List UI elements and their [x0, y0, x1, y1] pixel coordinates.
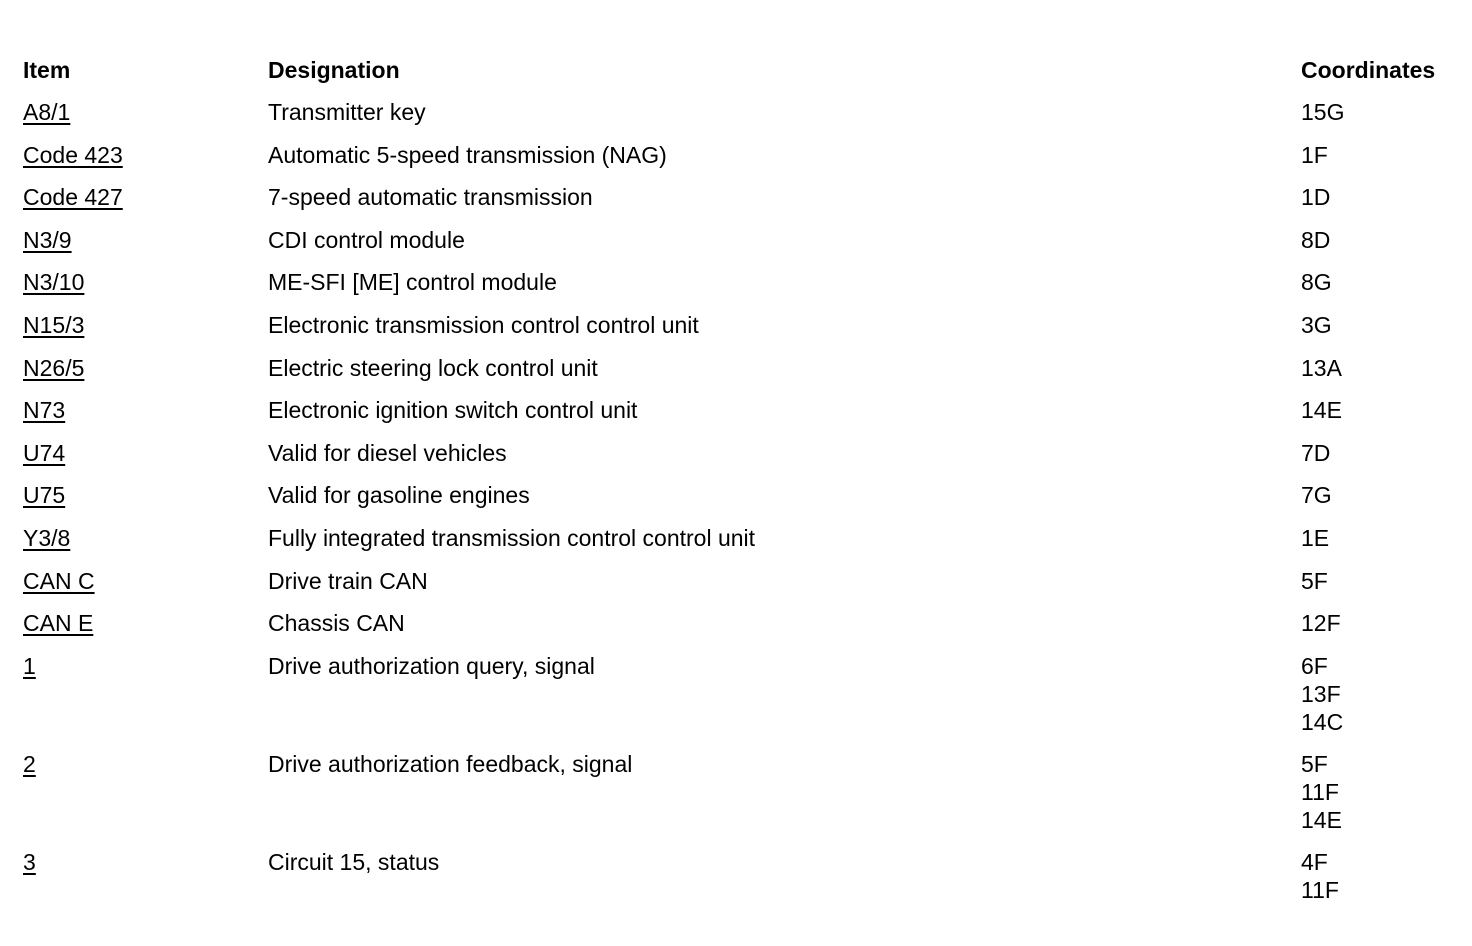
designation-cell: Drive train CAN — [268, 567, 428, 594]
item-link[interactable]: N3/10 — [23, 269, 85, 296]
item-link[interactable]: U74 — [23, 439, 66, 466]
designation-cell: Electronic transmission control control unit — [268, 311, 699, 338]
coordinate-value: 14C — [1301, 708, 1344, 735]
item-cell — [23, 354, 268, 382]
coordinates-cell — [1301, 396, 1463, 424]
designation-cell: Drive authorization feedback, signal — [268, 750, 633, 777]
item-cell — [23, 848, 268, 876]
item-cell — [23, 750, 268, 778]
coordinates-cell — [1301, 750, 1463, 834]
coordinates-cell — [1301, 567, 1463, 595]
designation-cell: CDI control module — [268, 226, 465, 253]
coordinate-value: 15G — [1301, 99, 1345, 125]
item-link[interactable]: U75 — [23, 482, 66, 509]
table-row — [23, 141, 1463, 184]
table-row — [23, 354, 1463, 397]
table-row — [23, 311, 1463, 354]
legend-table — [23, 56, 1463, 946]
table-header — [23, 56, 1463, 98]
designation-cell: Valid for gasoline engines — [268, 482, 530, 509]
designation-cell: Electric steering lock control unit — [268, 354, 598, 381]
item-link[interactable]: 1 — [23, 652, 36, 679]
table-row — [23, 609, 1463, 652]
coordinates-cell — [1301, 268, 1463, 296]
coordinate-value: 1D — [1301, 184, 1331, 211]
coordinates-cell — [1301, 311, 1463, 339]
item-cell — [23, 609, 268, 637]
table-row — [23, 183, 1463, 226]
coordinate-value: 12F — [1301, 610, 1341, 637]
coordinate-value: 3G — [1301, 311, 1332, 338]
item-cell — [23, 524, 268, 552]
coordinate-value: 1F — [1301, 141, 1328, 168]
coordinates-cell — [1301, 524, 1463, 552]
coordinate-value: 13A — [1301, 354, 1342, 381]
item-link[interactable]: Code 423 — [23, 141, 123, 168]
table-row — [23, 567, 1463, 610]
header-designation: Designation — [268, 57, 400, 83]
table-row — [23, 396, 1463, 439]
item-link[interactable]: 2 — [23, 750, 36, 777]
coordinate-value: 5F — [1301, 750, 1328, 777]
item-cell — [23, 268, 268, 296]
coordinate-value: 8D — [1301, 226, 1331, 253]
coordinate-value: 14E — [1301, 397, 1342, 424]
coordinate-value: 5F — [1301, 567, 1328, 594]
table-row — [23, 439, 1463, 482]
item-link[interactable]: Code 427 — [23, 184, 123, 211]
coordinate-value: 4F — [1301, 848, 1328, 875]
coordinates-cell — [1301, 141, 1463, 169]
designation-cell: Circuit 15, status — [268, 848, 440, 875]
item-link[interactable]: CAN E — [23, 610, 94, 637]
coordinates-cell — [1301, 183, 1463, 211]
coordinates-cell — [1301, 439, 1463, 467]
item-link[interactable]: A8/1 — [23, 99, 71, 125]
header-item: Item — [23, 57, 71, 83]
table-row — [23, 98, 1463, 141]
coordinates-cell — [1301, 226, 1463, 254]
coordinates-cell — [1301, 98, 1463, 126]
item-cell — [23, 567, 268, 595]
item-cell — [23, 481, 268, 509]
table-row — [23, 524, 1463, 567]
designation-cell: Electronic ignition switch control unit — [268, 397, 638, 424]
item-cell — [23, 98, 268, 126]
item-link[interactable]: CAN C — [23, 567, 95, 594]
item-cell — [23, 226, 268, 254]
header-coordinates: Coordinates — [1301, 57, 1436, 83]
coordinate-value: 8G — [1301, 269, 1332, 296]
table-row — [23, 652, 1463, 750]
item-link[interactable]: N73 — [23, 397, 66, 424]
table-row — [23, 268, 1463, 311]
coordinates-cell — [1301, 652, 1463, 736]
designation-cell: Transmitter key — [268, 99, 426, 125]
item-cell — [23, 311, 268, 339]
coordinates-cell — [1301, 354, 1463, 382]
coordinates-cell — [1301, 481, 1463, 509]
table-row — [23, 848, 1463, 946]
coordinate-value: 14E — [1301, 806, 1342, 833]
item-cell — [23, 141, 268, 169]
designation-cell: Drive authorization query, signal — [268, 652, 595, 679]
table-row — [23, 226, 1463, 269]
designation-cell: Chassis CAN — [268, 610, 405, 637]
item-cell — [23, 396, 268, 424]
coordinate-value: 1E — [1301, 524, 1330, 551]
coordinate-value: 7G — [1301, 482, 1332, 509]
coordinate-value: 7D — [1301, 439, 1331, 466]
item-link[interactable]: Y3/8 — [23, 524, 71, 551]
item-link[interactable]: N15/3 — [23, 311, 85, 338]
item-cell — [23, 439, 268, 467]
designation-cell: Valid for diesel vehicles — [268, 439, 507, 466]
item-cell — [23, 652, 268, 680]
item-link[interactable]: N26/5 — [23, 354, 85, 381]
item-cell — [23, 183, 268, 211]
designation-cell: 7-speed automatic transmission — [268, 184, 593, 211]
table-row — [23, 481, 1463, 524]
coordinate-value: 11F — [1301, 876, 1339, 903]
designation-cell: ME-SFI [ME] control module — [268, 269, 557, 296]
coordinate-value: 6F — [1301, 652, 1328, 679]
designation-cell: Automatic 5-speed transmission (NAG) — [268, 141, 667, 168]
item-link[interactable]: N3/9 — [23, 226, 72, 253]
coordinates-cell — [1301, 609, 1463, 637]
table-body — [23, 98, 1463, 946]
designation-cell: Fully integrated transmission control control unit — [268, 524, 756, 551]
coordinate-value: 11F — [1301, 778, 1339, 805]
table-row — [23, 750, 1463, 848]
item-link[interactable]: 3 — [23, 848, 36, 875]
coordinate-value: 13F — [1301, 680, 1341, 707]
coordinates-cell — [1301, 848, 1463, 904]
